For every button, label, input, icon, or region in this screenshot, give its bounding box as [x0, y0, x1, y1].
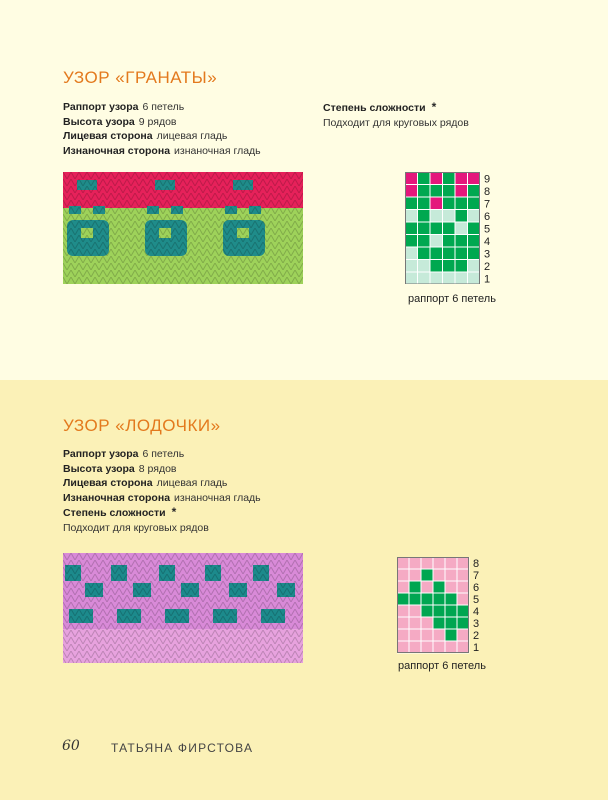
chart-cell: [430, 172, 443, 185]
difficulty-label: Степень сложности: [63, 507, 166, 519]
row-number-label: 2: [484, 261, 491, 273]
height-label: Высота узора: [63, 462, 135, 475]
chart-cell: [418, 247, 431, 260]
chart-cell: [397, 629, 409, 641]
chart-cell: [468, 185, 481, 198]
chart-cell: [409, 641, 421, 653]
chart-cell: [409, 593, 421, 605]
back-side-value: изнаночная гладь: [174, 491, 261, 504]
height-value: 9 рядов: [138, 115, 177, 128]
row-number-label: 5: [473, 594, 480, 606]
chart-cell: [397, 593, 409, 605]
chart-cell: [418, 185, 431, 198]
chart-cell: [405, 185, 418, 198]
chart-cell: [445, 617, 457, 629]
chart-cell: [409, 557, 421, 569]
chart-cell: [455, 222, 468, 235]
page-number: 60: [62, 738, 80, 754]
chart-cell: [433, 569, 445, 581]
height-value: 8 рядов: [138, 462, 177, 475]
row-number-label: 3: [484, 248, 491, 261]
row-number-label: 2: [473, 630, 480, 642]
pattern-info: [63, 447, 261, 535]
chart-cell: [421, 569, 433, 581]
chart-cell: [443, 197, 456, 210]
chart-cell: [457, 557, 469, 569]
chart-cell: [445, 557, 457, 569]
chart-cell: [468, 197, 481, 210]
pattern-section-boats: [0, 380, 608, 800]
chart-cell: [430, 222, 443, 235]
chart-cell: [468, 235, 481, 248]
chart-cell: [457, 569, 469, 581]
back-side-label: Изнаночная сторона: [63, 144, 171, 157]
chart-cell: [397, 581, 409, 593]
chart-cell: [433, 641, 445, 653]
row-number-label: 1: [473, 642, 480, 654]
chart-cell: [397, 617, 409, 629]
front-side-label: Лицевая сторона: [63, 477, 153, 489]
front-side-value: лицевая гладь: [156, 477, 228, 489]
pattern-chart: [397, 557, 497, 655]
chart-cell: [455, 210, 468, 223]
chart-cell: [409, 605, 421, 617]
chart-cell: [418, 272, 431, 284]
chart-cell: [443, 210, 456, 223]
chart-cell: [443, 247, 456, 260]
chart-cell: [457, 605, 469, 617]
pattern-title: УЗОР «ГРАНАТЫ»: [63, 68, 218, 87]
chart-cell: [445, 581, 457, 593]
chart-cell: [405, 247, 418, 260]
chart-cell: [397, 557, 409, 569]
chart-cell: [421, 581, 433, 593]
row-number-label: 4: [484, 236, 491, 248]
chart-cell: [405, 172, 418, 185]
row-number-label: 4: [473, 606, 480, 618]
chart-cell: [468, 260, 481, 273]
chart-cell: [405, 272, 418, 284]
chart-cell: [421, 641, 433, 653]
chart-cell: [421, 617, 433, 629]
difficulty-star: *: [171, 505, 177, 519]
chart-cell: [405, 222, 418, 235]
chart-cell: [409, 617, 421, 629]
chart-cell: [443, 222, 456, 235]
pattern-difficulty: [323, 100, 469, 130]
chart-cell: [430, 272, 443, 284]
difficulty-star: *: [431, 100, 437, 114]
chart-cell: [397, 569, 409, 581]
chart-cell: [443, 185, 456, 198]
circular-note: Подходит для круговых рядов: [63, 521, 209, 534]
row-number-label: 5: [484, 223, 491, 236]
chart-caption: раппорт 6 петель: [398, 660, 486, 672]
row-number-label: 7: [484, 198, 491, 211]
chart-cell: [405, 197, 418, 210]
author-name: ТАТЬЯНА ФИРСТОВА: [111, 741, 254, 755]
chart-cell: [430, 235, 443, 248]
chart-cell: [455, 260, 468, 273]
chart-cell: [421, 557, 433, 569]
chart-cell: [430, 185, 443, 198]
chart-cell: [405, 210, 418, 223]
pattern-info: [63, 100, 261, 158]
back-side-value: изнаночная гладь: [174, 144, 261, 157]
chart-cell: [418, 260, 431, 273]
chart-cell: [457, 641, 469, 653]
chart-cell: [418, 222, 431, 235]
chart-cell: [433, 557, 445, 569]
row-number-label: 3: [473, 618, 480, 630]
chart-caption: раппорт 6 петель: [408, 293, 496, 305]
chart-cell: [457, 617, 469, 629]
chart-cell: [457, 581, 469, 593]
row-number-label: 1: [484, 273, 491, 284]
chart-cell: [468, 172, 481, 185]
chart-cell: [445, 593, 457, 605]
chart-cell: [405, 260, 418, 273]
chart-cell: [443, 235, 456, 248]
height-label: Высота узора: [63, 115, 135, 128]
pattern-chart: [405, 172, 505, 284]
chart-cell: [418, 172, 431, 185]
chart-cell: [455, 235, 468, 248]
chart-cell: [397, 605, 409, 617]
chart-cell: [457, 593, 469, 605]
chart-cell: [468, 222, 481, 235]
chart-cell: [455, 272, 468, 284]
chart-cell: [455, 197, 468, 210]
rapport-value: 6 петель: [142, 448, 185, 460]
chart-cell: [430, 197, 443, 210]
rapport-label: Раппорт узора: [63, 448, 139, 460]
chart-cell: [418, 235, 431, 248]
rapport-label: Раппорт узора: [63, 101, 139, 113]
row-number-label: 9: [484, 173, 491, 186]
chart-cell: [405, 235, 418, 248]
chart-cell: [433, 629, 445, 641]
row-number-label: 6: [473, 582, 480, 594]
chart-cell: [433, 593, 445, 605]
chart-cell: [445, 641, 457, 653]
row-number-label: 6: [484, 211, 491, 223]
difficulty-label: Степень сложности: [323, 102, 426, 114]
chart-cell: [409, 629, 421, 641]
chart-cell: [433, 617, 445, 629]
pattern-section-pomegranates: [0, 0, 608, 380]
chart-cell: [457, 629, 469, 641]
chart-cell: [445, 605, 457, 617]
chart-cell: [445, 569, 457, 581]
chart-cell: [418, 197, 431, 210]
chart-cell: [430, 210, 443, 223]
chart-cell: [409, 581, 421, 593]
chart-cell: [421, 593, 433, 605]
front-side-value: лицевая гладь: [156, 130, 228, 142]
chart-cell: [409, 569, 421, 581]
chart-cell: [418, 210, 431, 223]
chart-cell: [397, 641, 409, 653]
chart-cell: [455, 247, 468, 260]
chart-cell: [455, 172, 468, 185]
chart-cell: [468, 272, 481, 284]
rapport-value: 6 петель: [142, 101, 185, 113]
chart-cell: [443, 172, 456, 185]
chart-cell: [455, 185, 468, 198]
row-number-label: 8: [484, 186, 491, 198]
chart-cell: [433, 605, 445, 617]
chart-cell: [433, 581, 445, 593]
chart-cell: [421, 629, 433, 641]
chart-cell: [430, 260, 443, 273]
chart-cell: [468, 210, 481, 223]
chart-cell: [445, 629, 457, 641]
chart-cell: [430, 247, 443, 260]
chart-cell: [421, 605, 433, 617]
chart-cell: [443, 272, 456, 284]
row-number-label: 8: [473, 558, 480, 570]
knit-swatch-photo: [63, 553, 303, 663]
chart-cell: [468, 247, 481, 260]
pattern-title: УЗОР «ЛОДОЧКИ»: [63, 416, 221, 435]
circular-note: Подходит для круговых рядов: [323, 116, 469, 129]
knit-swatch-photo: [63, 172, 303, 284]
chart-cell: [443, 260, 456, 273]
back-side-label: Изнаночная сторона: [63, 491, 171, 504]
row-number-label: 7: [473, 570, 480, 582]
front-side-label: Лицевая сторона: [63, 130, 153, 142]
